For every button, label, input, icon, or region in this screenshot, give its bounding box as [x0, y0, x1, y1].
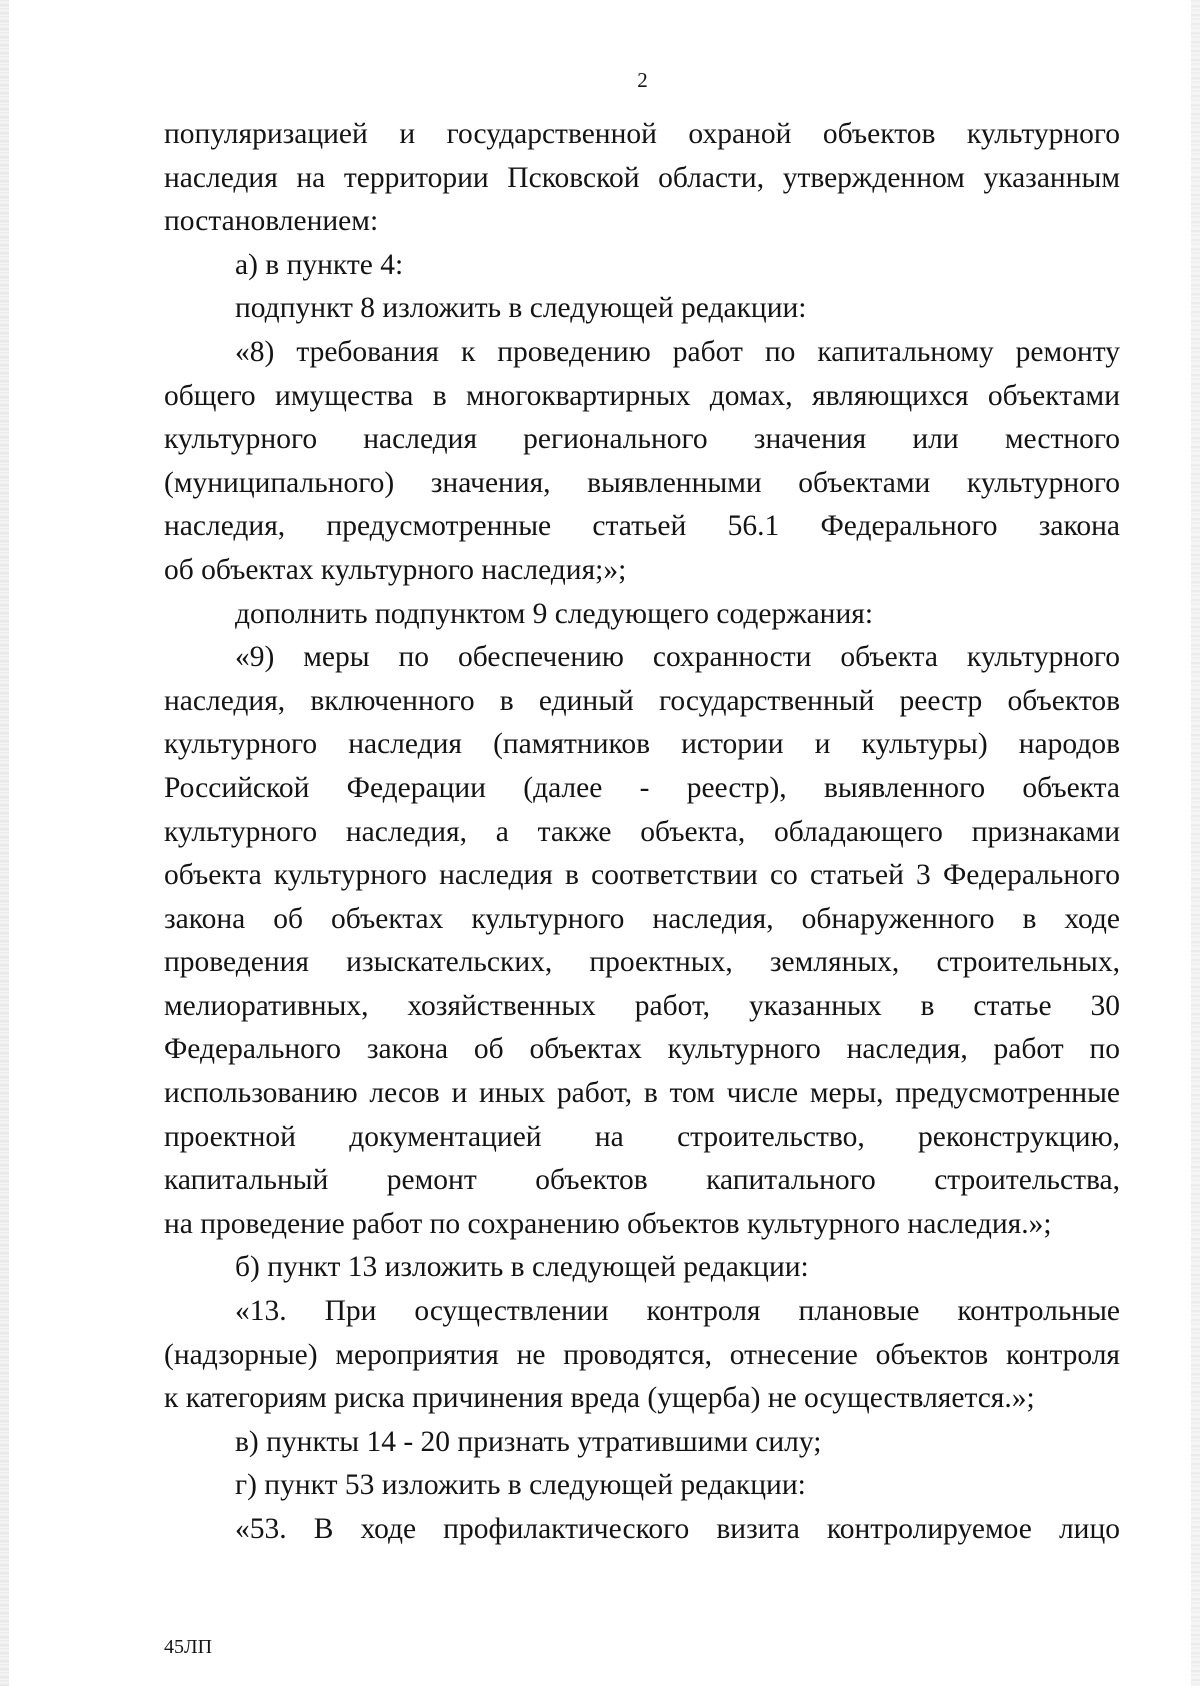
text-line: (муниципального) значения, выявленными объектами культурного	[164, 466, 1120, 499]
text-line: культурного наследия регионального значения или местного	[164, 423, 1120, 456]
text-line: объекта культурного наследия в соответствии со статьей 3 Федерального	[164, 859, 1120, 892]
text-line: постановлением:	[164, 205, 379, 238]
text-line: культурного наследия (памятников истории и культуры) народов	[164, 728, 1120, 761]
text-line: наследия на территории Псковской области, утвержденном указанным	[164, 161, 1120, 194]
text-line: об объектах культурного наследия;»;	[164, 553, 627, 586]
text-line: проектной документацией на строительство, реконструкцию,	[164, 1120, 1120, 1153]
document-body	[164, 113, 1120, 1552]
scan-edge-right	[1191, 0, 1200, 1686]
text-line: «13. При осуществлении контроля плановые контрольные	[235, 1295, 1120, 1328]
text-line: наследия, включенного в единый государственный реестр объектов	[164, 684, 1120, 717]
text-line: закона об объектах культурного наследия, обнаруженного в ходе	[164, 902, 1120, 935]
text-line: капитальный ремонт объектов капитального строительства,	[164, 1164, 1120, 1197]
text-line: в) пункты 14 - 20 признать утратившими силу;	[235, 1425, 822, 1458]
text-line: популяризацией и государственной охраной объектов культурного	[164, 118, 1120, 150]
text-line: Российской Федерации (далее - реестр), выявленного объекта	[164, 771, 1120, 804]
text-line: культурного наследия, а также объекта, обладающего признаками	[164, 815, 1120, 848]
text-line: на проведение работ по сохранению объектов культурного наследия.»;	[164, 1207, 1052, 1240]
text-line: а) в пункте 4:	[235, 248, 404, 281]
text-line: (надзорные) мероприятия не проводятся, отнесение объектов контроля	[164, 1338, 1120, 1371]
text-line: использованию лесов и иных работ, в том числе меры, предусмотренные	[164, 1077, 1120, 1110]
text-line: Федерального закона об объектах культурного наследия, работ по	[164, 1033, 1120, 1066]
text-line: общего имущества в многоквартирных домах, являющихся объектами	[164, 379, 1120, 412]
document-code: 45ЛП	[164, 1636, 213, 1658]
text-line: проведения изыскательских, проектных, земляных, строительных,	[164, 946, 1120, 979]
text-line: «53. В ходе профилактического визита контролируемое лицо	[235, 1513, 1120, 1545]
text-line: дополнить подпунктом 9 следующего содержания:	[235, 597, 874, 630]
text-line: г) пункт 53 изложить в следующей редакции:	[235, 1469, 806, 1502]
text-line: мелиоративных, хозяйственных работ, указанных в статье 30	[164, 989, 1120, 1022]
page-number: 2	[637, 68, 648, 92]
text-line: б) пункт 13 изложить в следующей редакции:	[235, 1251, 809, 1284]
text-line: подпункт 8 изложить в следующей редакции:	[235, 292, 807, 325]
text-line: «8) требования к проведению работ по капитальному ремонту	[235, 335, 1120, 368]
text-line: к категориям риска причинения вреда (ущерба) не осуществляется.»;	[164, 1382, 1035, 1415]
scan-edge-left	[0, 0, 9, 1686]
text-line: «9) меры по обеспечению сохранности объекта культурного	[235, 641, 1120, 674]
text-line: наследия, предусмотренные статьей 56.1 Федерального закона	[164, 510, 1120, 543]
